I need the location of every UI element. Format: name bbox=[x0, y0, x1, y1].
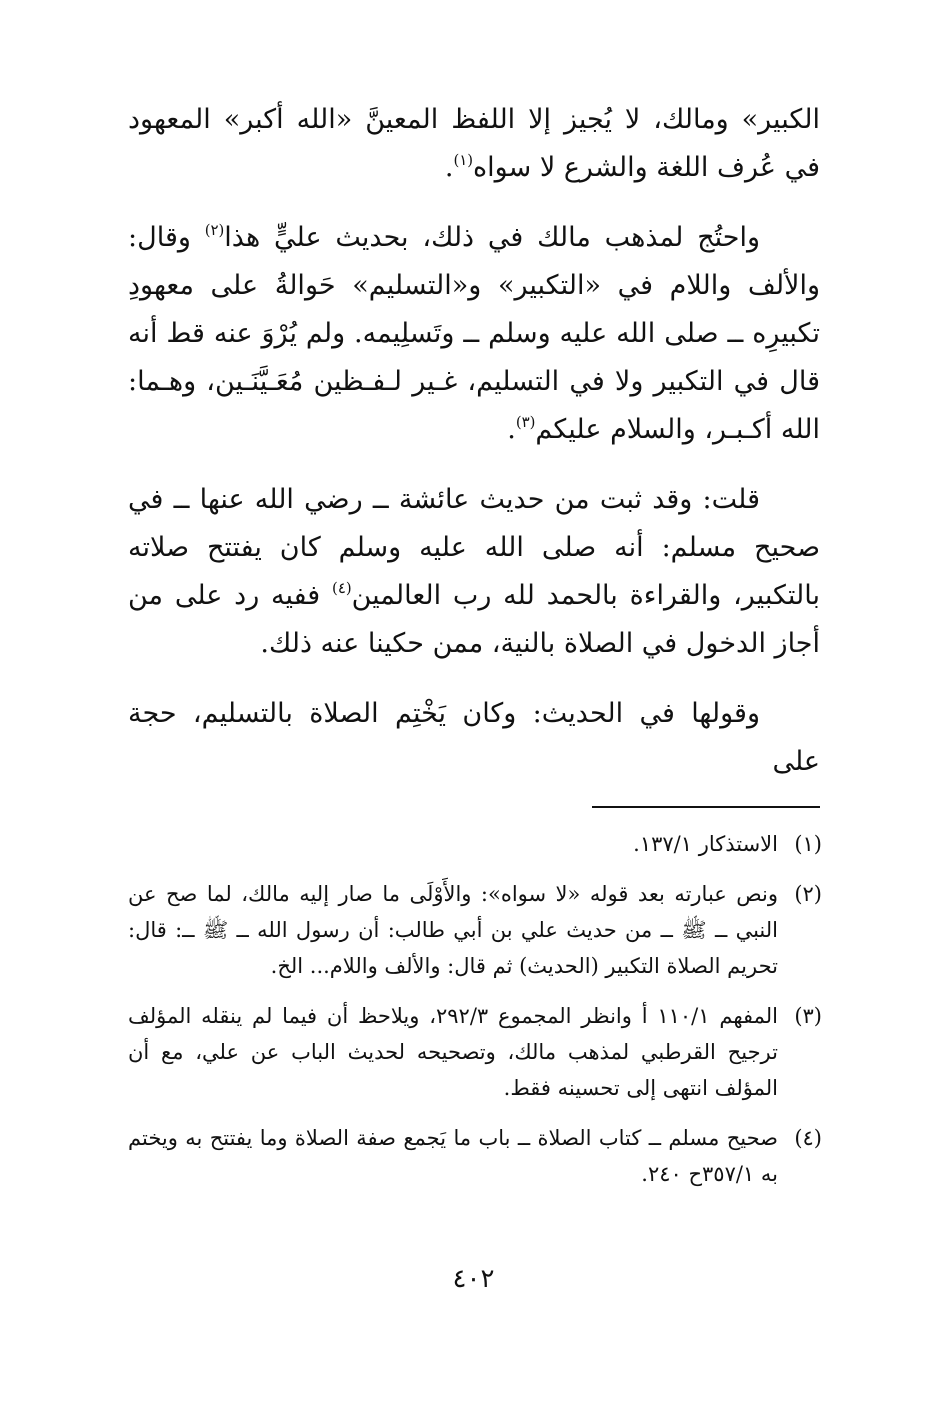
footnote-ref-4[interactable]: (٤) bbox=[332, 578, 352, 597]
footnote-text: الاستذكار ١٣٧/١. bbox=[633, 832, 778, 856]
footnote-number: (٣) bbox=[794, 1004, 822, 1028]
footnote-number: (٢) bbox=[794, 882, 822, 906]
footnote-2 bbox=[128, 876, 822, 984]
footnote-number: (٤) bbox=[794, 1126, 822, 1150]
footnote-text: صحيح مسلم ــ كتاب الصلاة ــ باب ما يَجمع صفة الصلاة وما يفتتح به ويختم به ٣٥٧/١ح ٢٤٠. bbox=[128, 1126, 778, 1186]
footnotes bbox=[128, 826, 822, 1192]
paragraph-1: الكبير» ومالك، لا يُجيز إلا اللفظ المعينَّ «الله أكبر» المعهود في عُرف اللغة والشرع لا سواه$^{(١)}$. bbox=[128, 104, 820, 183]
paragraph-4: وقولها في الحديث: وكان يَخْتِم الصلاة بالتسليم، حجة على bbox=[128, 698, 820, 777]
paragraph-3: قلت: وقد ثبت من حديث عائشة ــ رضي الله عنها ــ في صحيح مسلم: أنه صلى الله عليه وسلم كان يفتتح صلاته بالتكبير، والقراءة بالحمد لله رب العالمين$^{(٤)}$ ففيه رد على من أجاز الدخول في الصلاة بالنية، ممن حكينا عنه ذلك. bbox=[128, 484, 820, 659]
main-text bbox=[128, 96, 820, 786]
paragraph-2: واحتُج لمذهب مالك في ذلك، بحديث عليٍّ هذا$^{(٢)}$ وقال: والألف واللام في «التكبير» و«التسليم» حَوالةُ على معهودِ تكبيرِه ــ صلى الله عليه وسلم ــ وتَسلِيمه. ولم يُرْوَ عنه قط أنه قال في التكبير ولا في التسليم، غـير لـفـظين مُعَـيَّنَـين، وهـما: الله أكـبـر، والسلام عليكم$^{(٣)}$. bbox=[128, 220, 820, 445]
footnote-1 bbox=[128, 826, 822, 862]
footnote-ref-3[interactable]: (٣) bbox=[515, 412, 536, 431]
footnote-text: ونص عبارته بعد قوله «لا سواه»: والأَوْلَى ما صار إليه مالك، لما صح عن النبي ــ ﷺ ــ من حديث علي بن أبي طالب: أن رسول الله ــ ﷺ ــ: قال: تحريم الصلاة التكبير (الحديث) ثم قال: والألف واللام... الخ. bbox=[128, 882, 778, 978]
footnote-ref-1[interactable]: (١) bbox=[453, 150, 474, 169]
page-number: ٤٠٢ bbox=[452, 1264, 495, 1294]
footnote-separator bbox=[592, 806, 820, 808]
footnote-number: (١) bbox=[794, 832, 822, 856]
footnote-ref-2[interactable]: (٢) bbox=[204, 220, 225, 239]
footnote-3 bbox=[128, 998, 822, 1106]
footnote-4 bbox=[128, 1120, 822, 1192]
footnote-text: المفهم ١١٠/١ أ وانظر المجموع ٢٩٢/٣، ويلاحظ أن فيما لم ينقله المؤلف ترجيح القرطبي لمذهب مالك، وتصحيحه لحديث الباب عن علي، مع أن المؤلف انتهى إلى تحسينه فقط. bbox=[128, 1004, 779, 1100]
